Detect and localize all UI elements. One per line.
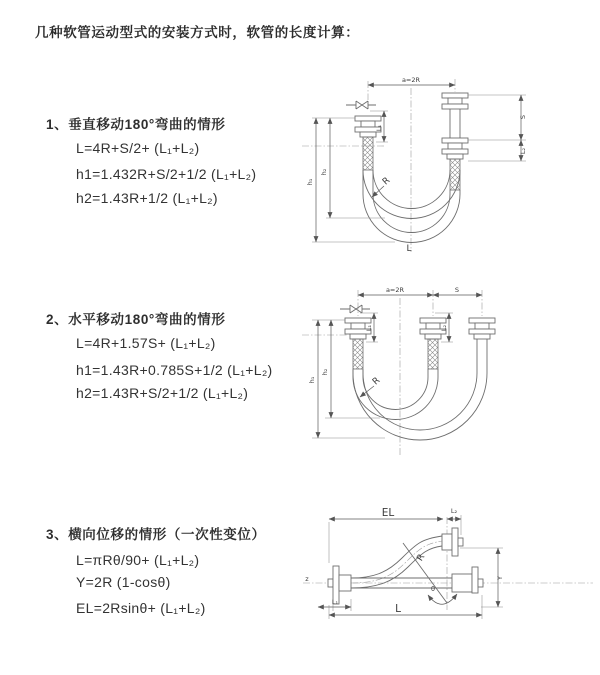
braided-hose-section: [353, 339, 363, 369]
dim-label-y: Y: [496, 576, 504, 580]
dim-label-el: EL: [381, 507, 395, 519]
dim-label-a2r: a=2R: [385, 286, 405, 294]
braided-hose-section: [450, 159, 460, 190]
valve-icon: [340, 305, 370, 313]
right-fitting: [469, 318, 495, 339]
section-3-heading: 3、横向位移的情形（一次性变位）: [46, 527, 266, 542]
dim-label-l: L: [395, 603, 401, 615]
right-fitting: [442, 93, 468, 190]
hose-u-curves: [353, 339, 487, 440]
dim-label-l1: L₁: [375, 124, 383, 132]
braided-hose-section: [363, 137, 373, 170]
dimension-el: [329, 507, 443, 563]
radius-label: R: [380, 175, 393, 188]
dim-label-h1: h₁: [308, 376, 316, 384]
hose-u-curves: [363, 170, 460, 243]
centerlines: [302, 290, 482, 456]
diagram-horizontal-180-bend: [300, 280, 600, 465]
radius-callout: [372, 176, 392, 197]
dimension-a2r-s: [358, 286, 482, 295]
lower-pipe: [351, 567, 483, 593]
dim-label-a2r: a=2R: [401, 76, 421, 84]
dim-label-l2: L₂: [440, 324, 448, 332]
page-title: 几种软管运动型式的安装方式时，软管的长度计算：: [35, 25, 360, 40]
dim-label-l1: L₁: [365, 324, 373, 332]
dimension-l1: [318, 598, 351, 611]
s-curve-hose: [351, 536, 442, 588]
valve-icon: [346, 101, 376, 109]
section-1-heading: 1、垂直移动180°弯曲的情形: [46, 117, 226, 132]
formula-line: h1=1.43R+0.785S+1/2 (L₁+L₂): [76, 362, 273, 378]
left-fitting: [355, 116, 381, 170]
dim-label-s: S: [454, 286, 460, 294]
braided-hose-section: [428, 339, 438, 369]
upper-flange: [442, 528, 463, 556]
dim-label-h1: h₁: [306, 178, 314, 186]
radius-angle-construction: [403, 543, 457, 604]
dimension-l: [329, 595, 482, 619]
dim-label-l2: L₂: [450, 507, 458, 515]
diagram-lateral-displacement: [295, 495, 600, 675]
formula-line: h1=1.432R+S/2+1/2 (L₁+L₂): [76, 166, 257, 182]
formula-line: h2=1.43R+S/2+1/2 (L₁+L₂): [76, 385, 249, 401]
length-label: L: [406, 244, 412, 254]
formula-line: EL=2Rsinθ+ (L₁+L₂): [76, 600, 206, 616]
dim-label-h2: h₂: [320, 168, 328, 176]
dim-label-s: S: [519, 114, 527, 120]
formula-line: L=4R+S/2+ (L₁+L₂): [76, 140, 200, 156]
dim-label-h2: h₂: [321, 368, 329, 376]
radius-label: R: [370, 375, 383, 388]
centerlines: [303, 517, 593, 610]
radius-label: R: [415, 552, 428, 564]
dim-label-l2: L₂: [519, 147, 527, 155]
dimension-s-l2: [468, 95, 527, 161]
formula-line: h2=1.43R+1/2 (L₁+L₂): [76, 190, 218, 206]
axis-mark: z: [305, 575, 309, 583]
centerlines: [302, 79, 455, 252]
dim-label-l1: L₁: [331, 598, 339, 606]
section-2-heading: 2、水平移动180°弯曲的情形: [46, 312, 226, 327]
dimension-a2r: [368, 76, 455, 85]
formula-line: L=πRθ/90+ (L₁+L₂): [76, 552, 200, 568]
theta-label: θ: [431, 585, 435, 593]
formula-line: Y=2R (1-cosθ): [76, 574, 171, 590]
formula-line: L=4R+1.57S+ (L₁+L₂): [76, 335, 216, 351]
diagram-vertical-180-bend: [300, 70, 600, 265]
